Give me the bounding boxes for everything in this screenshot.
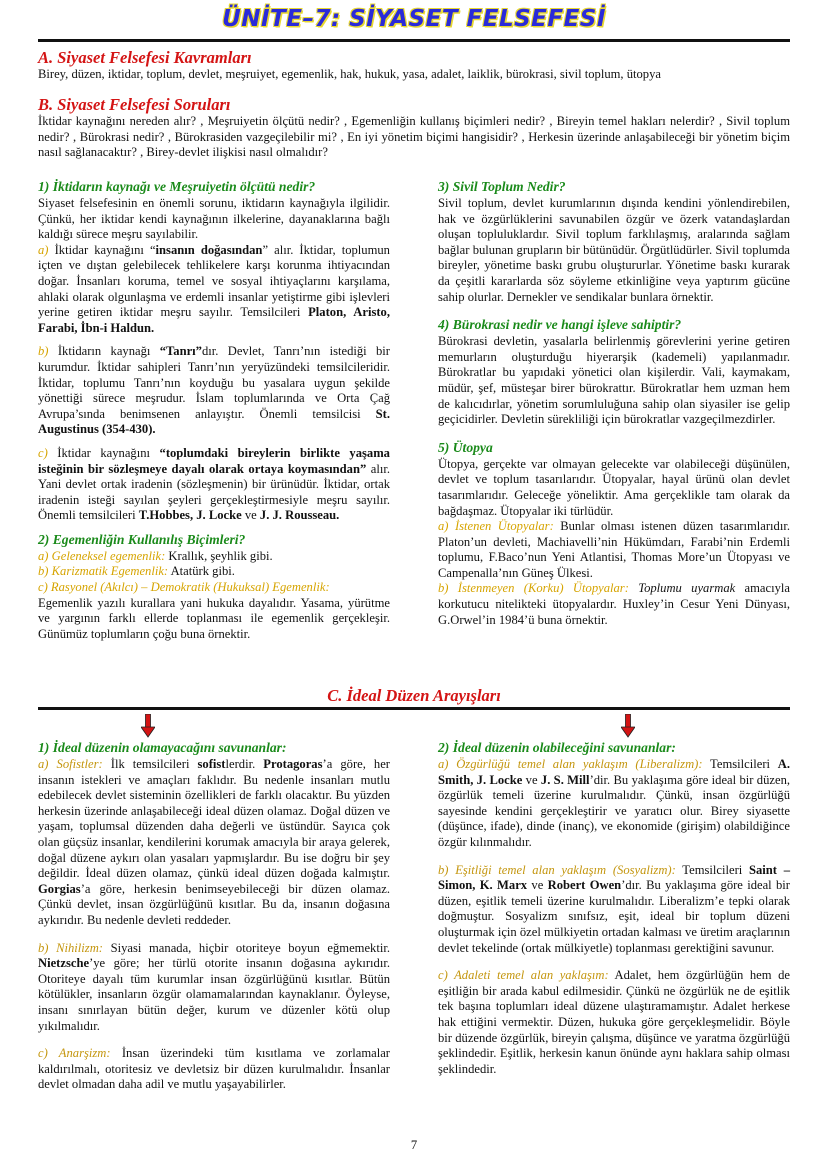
q2-a: a) Geleneksel egemenlik: Krallık, şeyhlik gibi. — [38, 548, 273, 563]
c2-heading: 2) İdeal düzenin olabileceğini savunanlar: — [438, 740, 676, 755]
q3-heading: 3) Sivil Toplum Nedir? — [438, 179, 566, 194]
c1-b: b) Nihilizm: Siyasi manada, hiçbir otoriteye boyun eğmemektir. Nietzsche’ye göre; her türlü otorite insanın doğasına aykırıdır. Otoriteye dayalı tüm kurumlar insan özgürlüğünü kısıtlar. Bütün kötülükler, insanların özgür olamamalarından kaynaklanır. Öyleyse, insanı sınırlayan bütün değer, kurum ve düzenler kötü olup yıkılmalıdır. — [38, 940, 390, 1033]
left-column-top — [38, 179, 390, 642]
c1-heading: 1) İdeal düzenin olamayacağını savunanlar: — [38, 740, 287, 755]
section-b-heading: B. Siyaset Felsefesi Soruları — [38, 95, 231, 114]
right-column-top — [438, 179, 790, 628]
c2-c: c) Adaleti temel alan yaklaşım: Adalet, hem özgürlüğün hem de eşitliğin bir arada kabul edilmesidir. Çünkü ne özgürlük ne de eşitlik tek başına toplumları ideal düzene ulaştıramamıştır. Adalet herkese hak ettiğini vermektir. Düzen, hukuka göre gerçekleşmelidir. Böyle bir düzende özgürlük, bireyin çalışma, düşünce ve yaratma özgürlüğü şeklindedir. Eşitlik, herkesin kanun önünde aynı haklara sahip olması şeklindedir. — [438, 968, 790, 1076]
q2-c-label: c) Rasyonel (Akılcı) – Demokratik (Hukuksal) Egemenlik: — [38, 580, 330, 595]
section-b — [38, 95, 790, 161]
q1-intro: Siyaset felsefesinin en önemli sorunu, iktidarın kaynağıyla ilgilidir. Çünkü, her iktidar kendi kaynağının ilkelerine, dayanaklarına bağlı kaldığı sürece meşru sayılabilir. — [38, 196, 390, 242]
down-arrow-icon — [141, 714, 155, 738]
page-number: 7 — [410, 1138, 418, 1152]
q3-text: Sivil toplum, devlet kurumlarının dışında kendini yönlendirebilen, hak ve özgürlüklerini savunabilen özgür ve özerk vatandaşlardan oluşan topluluklardır. Sivil toplum farklılaşmış, aralarında sağlam bağlar bulunan grupların bir bütünüdür. Örgütlüdürler. Sivil toplumda bireyler, yönetime baskı grubu oluştururlar. Yönetime baskı kurarak da çeşitli kararlarda söz söyleme etkinliğine veya yaptırım gücüne sahip olurlar. Dernekler ve sendikalar bunlara örnektir. — [438, 196, 790, 304]
c1-a: a) Sofistler: İlk temsilcileri sofistlerdir. Protagoras’a göre, her insanın istekleri ve amaçları faklıdır. Bu nedenle insanları mutlu edebilecek devlet sisteminin özellikleri de farklı olacaktır. Bu yüzden herkesin üzerinde anlaşabileceği ideal düzen olamaz. Doğal düzen ve yaşam, toplumsal düzenden daha değerli ve üstündür. Sayıca çok olan güçsüz insanlar, kendilerini korumak amacıyla bir araya gelerek, doğal düzene aykırı olan yasaları yapmışlardır. Bu ise doğru bir şey değildir. İdeal düzen olamaz, çünkü ideal düzen doğada kalmıştır. Gorgias’a göre, herkesin benimseyebileceği bir düzen olamaz. Çünkü devlet, insan özgürlüğünü kısıtlar. Bu da, insanın doğasına aykırıdır. Bu nedenle devleti reddeder. — [38, 757, 390, 927]
c2-a: a) Özgürlüğü temel alan yaklaşım (Liberalizm): Temsilcileri A. Smith, J. Locke ve J. S. Mill’dir. Bu yaklaşıma göre ideal bir düzen, özgürlük temeli üzerine kurulmalıdır. Çünkü, insan özgürlüğü sayesinde kendini gerçekleştirir ve yaratıcı olur. Birey siyasette (düşünce, ifade), dinde (inanç), ve ekonomide (girişim) olabildiğince özgür kılınmalıdır. — [438, 757, 791, 849]
q1-a: a) İktidar kaynağını “insanın doğasından” alır. İktidar, toplumun içten ve dıştan gelebilecek tehlikelere karşı korunma ihtiyacından doğar. İnsanları koruma, temel ve sosyal ihtiyaçlarını karşılama, ahlaki olarak olgunlaşma ve erdemli insanlar yetiştirme gibi işlevleri yerine getiren iktidar meşru sayılır. Temsilcileri Platon, Aristo, Farabi, İbn-i Haldun. — [38, 242, 390, 335]
q1-num: 1) — [38, 179, 50, 194]
section-a-text: Birey, düzen, iktidar, toplum, devlet, meşruiyet, egemenlik, hak, hukuk, yasa, adalet, laiklik, bürokrasi, sivil toplum, ütopya — [38, 67, 661, 81]
section-b-text: İktidar kaynağını nereden alır? , Meşruiyetin ölçütü nedir? , Egemenliğin kullanış biçimleri nedir? , Bireyin temel hakları nelerdir? , Sivil toplum nedir? , Bürokrasi nedir? , Bürokrasiden vazgeçilebilir mi? , En iyi yönetim biçimi hangisidir? , Herkesin üzerinde anlaşabileceği bir yönetim biçim nasıl sağlanacaktır? , Birey-devlet ilişkisi nasıl olmalıdır? — [38, 114, 790, 160]
c1-c: c) Anarşizm: İnsan üzerindeki tüm kısıtlama ve zorlamalar kaldırılmalı, otoritesiz ve devletsiz bir düzen kurulmalıdır. İnsanlar devlet olmadan daha adil ve mutlu yaşayabilirler. — [38, 1046, 390, 1092]
q5-b: b) İstenmeyen (Korku) Ütopyalar: Toplumu uyarmak amacıyla korkutucu nitelikteki ütopyalardır. Huxley’in Cesur Yeni Dünyası, G.Orwel’in 1984’ü buna örnektir. — [438, 581, 790, 627]
c2-b: b) Eşitliği temel alan yaklaşım (Sosyalizm): Temsilcileri Saint – Simon, K. Marx ve Robert Owen’dır. Bu yaklaşıma göre ideal bir düzen, eşitlik temeli üzerine kurulmalıdır. Liberalizm’e tepki olarak doğmuştur. Sosyalizm sınıfsız, eşit, ideal bir toplum düzeni oluşturmak için özel mülkiyetin ortadan kalması ve üretim araçlarının devlet tekelinde (ortak mülkiyetle) toplanması gerektiğini savunur. — [438, 862, 790, 955]
q1-heading — [38, 179, 390, 195]
section-a-heading: A. Siyaset Felsefesi Kavramları — [38, 48, 252, 67]
q2-c-text: Egemenlik yazılı kurallara yani hukuka dayalıdır. Yasama, yürütme ve yargının farklı ellerde toplanması ile egemenlik gerçekleşir. Günümüz toplumların çoğu buna örnektir. — [38, 595, 390, 641]
q2-heading: 2) Egemenliğin Kullanılış Biçimleri? — [38, 531, 246, 547]
q4-heading: 4) Bürokrasi nedir ve hangi işleve sahiptir? — [438, 317, 682, 333]
q2-b: b) Karizmatik Egemenlik: Atatürk gibi. — [38, 564, 235, 579]
section-a — [38, 48, 790, 83]
left-column-bottom — [38, 740, 390, 1093]
q1-title: İktidarın kaynağı ve Meşruiyetin ölçütü nedir? — [52, 179, 316, 194]
q1-b: b) İktidarın kaynağı “Tanrı”dır. Devlet, Tanrı’nın istediği bir kurumdur. İktidar sahipleri Tanrı’nın yeryüzündeki temsilcileridir. İktidar, toplumu Tanrı’nın koyduğu bu yasalara uygun şekilde yönettiği sürece meşrudur. İslam toplumlarında ve Orta Çağ Avrupa’sında benimsenen anlayıştır. Önemli temsilcisi St. Augustinus (354-430). — [38, 344, 390, 437]
q5-text: Ütopya, gerçekte var olmayan gelecekte var olabileceği düşünülen, devlet ve toplum tasarılarıdır. Ütopyalar, hayal ürünü olan devlet tasarımlarıdır. Geleceğe yöneliktir. Ama gerçeklikle tam olarak da bağdaşmaz. Ütopyalar iki türlüdür. — [438, 456, 790, 518]
section-c-rule — [38, 707, 790, 710]
q5-heading: 5) Ütopya — [438, 439, 493, 455]
down-arrow-icon — [621, 714, 635, 738]
title-rule — [38, 39, 790, 42]
page-title: ÜNİTE–7: SİYASET FELSEFESİ — [222, 6, 606, 32]
q1-c: c) İktidar kaynağını “toplumdaki bireylerin birlikte yaşama isteğinin bir sözleşmeye dayalı olarak ortaya koymasından” alır. Yani devlet ortak iradenin (sözleşmenin) bir ürünüdür. İktidar, ortak iradenin isteği sayılan şeyleri gerçekleştirmesiyle meşru sayılır. Önemli temsilcileri T.Hobbes, J. Locke ve J. J. Rousseau. — [38, 445, 390, 523]
q5-a: a) İstenen Ütopyalar: Bunlar olması istenen düzen tasarımlarıdır. Platon’un devleti, Machiavelli’nin Hükümdarı, Farabi’nin Erdemli toplumu, F.Baco’nun Yeni Atlantisi, Thomas More’un Ütopyası ve Campenalla’nın Güneş Ülkesi. — [438, 519, 790, 580]
right-column-bottom — [438, 740, 790, 1077]
q4-text: Bürokrasi devletin, yasalarla belirlenmiş görevlerini yerine getiren memurların oluşturduğu hiyerarşik (kademeli) yapılanmadır. Bürokratlar bu yapıdaki yönetici olan kişilerdir. Vali, kaymakam, müdür, şef, müsteşar birer bürokrattır. Bürokratlar hem uzman hem de kalıcıdırlar, yönetim sorumluluğuna sahip olan siyasiler ise gelip geçicidirler. Devletin sürekliliği için bürokratlar vazgeçilmezdirler. — [438, 334, 790, 427]
section-c-heading: C. İdeal Düzen Arayışları — [327, 686, 501, 705]
